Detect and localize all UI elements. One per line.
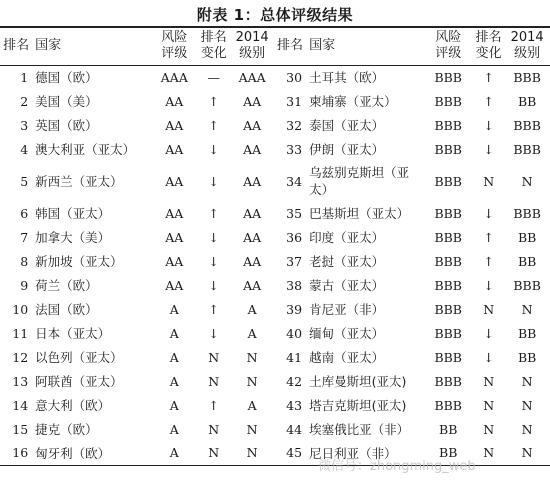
header-rank: 排名	[276, 38, 303, 54]
rank-change-cell: N	[483, 445, 495, 461]
country-cell: 埃塞俄比亚（非）	[309, 422, 410, 437]
table-row	[0, 441, 550, 465]
risk-rating-cell: BBB	[434, 205, 462, 221]
country-cell: 肯尼亚（非）	[309, 302, 385, 317]
level-2014-cell: BBB	[513, 141, 541, 157]
level-2014-cell: BBB	[513, 277, 541, 293]
rank-cell: 10	[12, 301, 29, 317]
header-rank-change: 排名 变化	[475, 30, 502, 62]
level-2014-cell: A	[247, 325, 257, 341]
risk-rating-cell: AA	[165, 93, 184, 109]
country-cell: 伊朗（亚太）	[309, 142, 385, 157]
level-2014-cell: A	[247, 397, 257, 413]
country-cell: 新加坡（亚太）	[35, 254, 123, 269]
country-cell: 意大利（欧）	[35, 398, 111, 413]
risk-rating-cell: BBB	[434, 93, 462, 109]
rank-cell: 36	[286, 229, 303, 245]
rank-change-cell: N	[208, 349, 220, 365]
table-row	[0, 161, 550, 201]
country-cell: 泰国（亚太）	[309, 118, 385, 133]
risk-rating-cell: BB	[439, 421, 458, 437]
level-2014-cell: BB	[517, 93, 537, 109]
risk-rating-cell: A	[169, 325, 179, 341]
risk-rating-cell: A	[169, 301, 179, 317]
rank-cell: 4	[20, 141, 29, 157]
risk-rating-cell: A	[169, 373, 179, 389]
risk-rating-cell: BB	[439, 445, 458, 461]
level-2014-cell: AAA	[238, 69, 266, 85]
rank-change-cell: —	[207, 69, 220, 85]
table-row	[0, 369, 550, 393]
risk-rating-cell: A	[169, 421, 179, 437]
country-cell: 乌兹别克斯坦（亚太）	[309, 165, 410, 197]
rank-change-cell: ↓	[208, 173, 219, 189]
rank-cell: 15	[12, 421, 29, 437]
rank-cell: 14	[12, 397, 29, 413]
country-cell: 以色列（亚太）	[35, 350, 123, 365]
table-row	[0, 417, 550, 441]
country-cell: 尼日利亚（非）	[309, 445, 397, 461]
rank-cell: 39	[286, 301, 303, 317]
rank-cell: 41	[286, 349, 303, 365]
rank-cell: 31	[286, 93, 303, 109]
country-cell: 巴基斯坦（亚太）	[309, 206, 410, 221]
header-row	[0, 27, 550, 65]
rank-cell: 9	[20, 277, 29, 293]
rank-change-cell: ↑	[208, 397, 219, 413]
level-2014-cell: AA	[243, 205, 262, 221]
risk-rating-cell: AA	[165, 229, 184, 245]
country-cell: 澳大利亚（亚太）	[35, 142, 136, 157]
risk-rating-cell: BBB	[434, 253, 462, 269]
rank-cell: 5	[20, 173, 29, 189]
header-risk-rating: 风险 评级	[435, 30, 462, 62]
level-2014-cell: N	[521, 301, 533, 317]
rank-change-cell: ↑	[483, 69, 494, 85]
rank-cell: 12	[12, 349, 29, 365]
level-2014-cell: AA	[243, 93, 262, 109]
level-2014-cell: N	[521, 373, 533, 389]
risk-rating-cell: BBB	[434, 141, 462, 157]
watermark: 微信号：zhongming_web	[318, 459, 476, 474]
risk-rating-cell: BBB	[434, 373, 462, 389]
level-2014-cell: BB	[517, 229, 537, 245]
rank-change-cell: ↑	[483, 253, 494, 269]
header-2014-level: 2014 级别	[510, 30, 544, 62]
level-2014-cell: N	[521, 421, 533, 437]
rank-cell: 2	[20, 93, 29, 109]
rank-change-cell: ↑	[483, 93, 494, 109]
rank-change-cell: ↓	[208, 325, 219, 341]
rank-change-cell: N	[483, 421, 495, 437]
level-2014-cell: AA	[243, 229, 262, 245]
rank-cell: 1	[20, 69, 29, 85]
country-cell: 塔吉克斯坦(亚太)	[309, 398, 407, 413]
rank-cell: 30	[286, 69, 303, 85]
rank-change-cell: ↓	[483, 205, 494, 221]
rank-change-cell: N	[208, 445, 220, 461]
rank-change-cell: ↑	[208, 301, 219, 317]
rank-change-cell: ↓	[208, 253, 219, 269]
rank-change-cell: ↓	[483, 349, 494, 365]
table-row	[0, 225, 550, 249]
header-rank-change: 排名 变化	[200, 30, 227, 62]
rank-change-cell: ↓	[483, 141, 494, 157]
rank-cell: 37	[286, 253, 303, 269]
risk-rating-cell: BBB	[434, 229, 462, 245]
rank-change-cell: N	[483, 173, 495, 189]
table-row	[0, 273, 550, 297]
country-cell: 匈牙利（欧）	[35, 445, 111, 461]
risk-rating-cell: AA	[165, 277, 184, 293]
rank-change-cell: ↑	[208, 205, 219, 221]
rank-change-cell: ↑	[208, 93, 219, 109]
level-2014-cell: BB	[517, 253, 537, 269]
risk-rating-cell: BBB	[434, 69, 462, 85]
rank-cell: 42	[286, 373, 303, 389]
country-cell: 缅甸（亚太）	[309, 326, 385, 341]
rank-cell: 35	[286, 205, 303, 221]
rank-change-cell: N	[208, 373, 220, 389]
country-cell: 德国（欧）	[35, 70, 98, 86]
table-row	[0, 89, 550, 113]
country-cell: 土库曼斯坦(亚太)	[309, 374, 407, 389]
risk-rating-cell: A	[169, 397, 179, 413]
rank-change-cell: ↓	[483, 325, 494, 341]
level-2014-cell: BB	[517, 325, 537, 341]
risk-rating-cell: AA	[165, 205, 184, 221]
rank-change-cell: ↑	[483, 229, 494, 245]
rank-change-cell: ↓	[483, 277, 494, 293]
table-row	[0, 249, 550, 273]
risk-rating-cell: BBB	[434, 277, 462, 293]
rank-change-cell: N	[483, 373, 495, 389]
rank-cell: 43	[286, 397, 303, 413]
country-cell: 荷兰（欧）	[35, 278, 98, 293]
rank-cell: 44	[286, 421, 303, 437]
table-row	[0, 137, 550, 161]
country-cell: 加拿大（美）	[35, 230, 111, 245]
rank-cell: 45	[286, 445, 303, 461]
rank-cell: 6	[20, 205, 29, 221]
rank-cell: 11	[12, 325, 29, 341]
header-2014-level: 2014 级别	[235, 30, 269, 62]
level-2014-cell: BB	[517, 349, 537, 365]
country-cell: 蒙古（亚太）	[309, 278, 385, 293]
table-row	[0, 393, 550, 417]
risk-rating-cell: A	[169, 445, 179, 461]
level-2014-cell: BBB	[513, 69, 541, 85]
country-cell: 越南（亚太）	[309, 350, 385, 365]
table-row	[0, 201, 550, 225]
header-risk-rating: 风险 评级	[161, 30, 188, 62]
level-2014-cell: AA	[243, 253, 262, 269]
rank-cell: 3	[20, 117, 29, 133]
level-2014-cell: N	[246, 421, 258, 437]
rank-change-cell: ↓	[483, 117, 494, 133]
rank-cell: 33	[286, 141, 303, 157]
rank-change-cell: N	[208, 421, 220, 437]
risk-rating-cell: BBB	[434, 301, 462, 317]
rank-cell: 13	[12, 373, 29, 389]
risk-rating-cell: BBB	[434, 173, 462, 189]
rank-cell: 16	[12, 445, 29, 461]
country-cell: 英国（欧）	[35, 118, 98, 133]
country-cell: 美国（美）	[35, 94, 98, 109]
table-row	[0, 113, 550, 137]
table-row	[0, 321, 550, 345]
level-2014-cell: N	[521, 445, 533, 461]
level-2014-cell: AA	[243, 141, 262, 157]
risk-rating-cell: AAA	[160, 69, 188, 85]
level-2014-cell: AA	[243, 173, 262, 189]
level-2014-cell: BBB	[513, 205, 541, 221]
risk-rating-cell: BBB	[434, 349, 462, 365]
risk-rating-cell: BBB	[434, 117, 462, 133]
rank-cell: 32	[286, 117, 303, 133]
country-cell: 印度（亚太）	[309, 230, 385, 245]
country-cell: 法国（欧）	[35, 302, 98, 317]
level-2014-cell: AA	[243, 277, 262, 293]
level-2014-cell: N	[521, 173, 533, 189]
risk-rating-cell: AA	[165, 253, 184, 269]
level-2014-cell: N	[521, 397, 533, 413]
table-row	[0, 297, 550, 321]
country-cell: 韩国（亚太）	[35, 206, 111, 221]
country-cell: 捷克（欧）	[35, 422, 98, 437]
risk-rating-cell: AA	[165, 173, 184, 189]
table-row	[0, 345, 550, 369]
table-title: 附表 1：总体评级结果	[196, 6, 354, 24]
table-row	[0, 65, 550, 89]
header-country: 国家	[35, 38, 62, 54]
level-2014-cell: N	[246, 373, 258, 389]
country-cell: 柬埔寨（亚太）	[309, 94, 397, 109]
country-cell: 新西兰（亚太）	[35, 174, 123, 189]
rank-cell: 34	[286, 173, 303, 189]
rank-change-cell: N	[483, 301, 495, 317]
rating-table	[0, 26, 550, 466]
risk-rating-cell: A	[169, 349, 179, 365]
risk-rating-cell: AA	[165, 141, 184, 157]
rank-change-cell: ↓	[208, 277, 219, 293]
level-2014-cell: N	[246, 445, 258, 461]
risk-rating-cell: AA	[165, 117, 184, 133]
level-2014-cell: N	[246, 349, 258, 365]
country-cell: 土耳其（欧）	[309, 70, 385, 86]
rank-change-cell: N	[483, 397, 495, 413]
country-cell: 老挝（亚太）	[309, 254, 385, 269]
country-cell: 阿联酋（亚太）	[35, 374, 123, 389]
level-2014-cell: A	[247, 301, 257, 317]
rank-cell: 38	[286, 277, 303, 293]
level-2014-cell: BBB	[513, 117, 541, 133]
rank-cell: 7	[20, 229, 29, 245]
header-rank: 排名	[3, 38, 30, 54]
risk-rating-cell: BBB	[434, 397, 462, 413]
header-country: 国家	[309, 38, 336, 54]
rank-change-cell: ↓	[208, 229, 219, 245]
country-cell: 日本（亚太）	[35, 326, 111, 341]
rank-cell: 40	[286, 325, 303, 341]
level-2014-cell: AA	[243, 117, 262, 133]
rank-cell: 8	[20, 253, 29, 269]
rank-change-cell: ↑	[208, 117, 219, 133]
rank-change-cell: ↓	[208, 141, 219, 157]
risk-rating-cell: BBB	[434, 325, 462, 341]
